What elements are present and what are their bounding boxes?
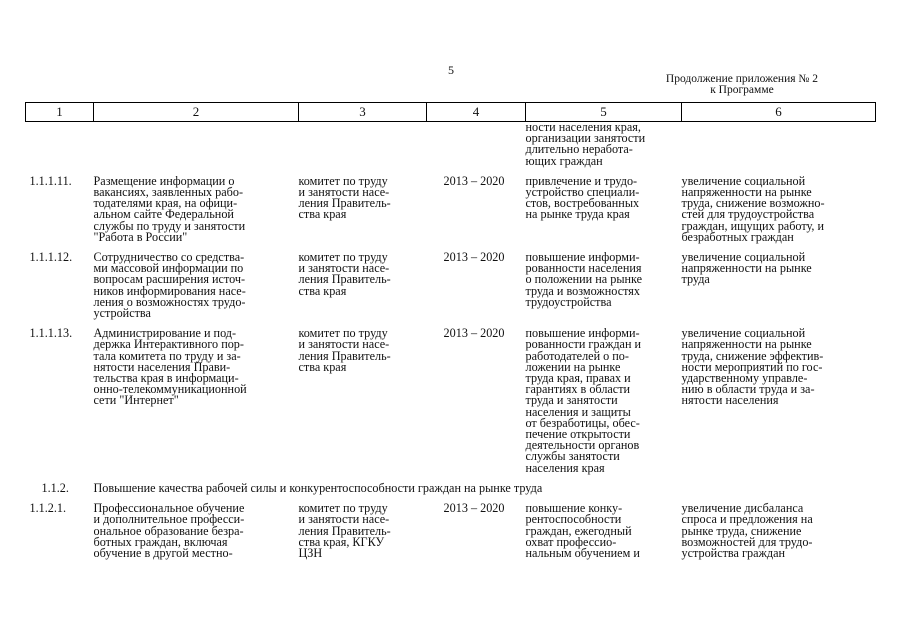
row-executor: комитет по труду и занятости насе- ления Правитель- ства края xyxy=(298,326,391,374)
table-row xyxy=(26,503,876,559)
row-period: 2013 – 2020 xyxy=(443,250,505,265)
row-period: 2013 – 2020 xyxy=(443,501,505,516)
row-result: повышение информи- рованности граждан и работодателей о по- ложении на рынке труда края, правах и гарантиях в области труда и занятости населения и защиты от безработицы, обес- печение открытости деятельности органов службы занятости населения края xyxy=(525,326,642,475)
page-number: 5 xyxy=(448,63,454,77)
row-result: привлечение и трудо- устройство специали- стов, востребованных на рынке труда края xyxy=(525,173,640,222)
row-number: 1.1.1.13. xyxy=(29,326,73,341)
row-event: Размещение информации о вакансиях, заявленных рабо- тодателями края, на офици- альном сайте Федеральной службы по труду и занятости "Работа в России" xyxy=(93,173,246,244)
row-period: 2013 – 2020 xyxy=(443,173,505,188)
program-table xyxy=(25,102,876,559)
row-number: 1.1.1.11. xyxy=(29,173,72,188)
row-impact: увеличение социальной напряженности на рынке труда, снижение эффектив- ности мероприятий по гос- ударственному управле- нию в области труда и за- нятости населения xyxy=(681,326,824,408)
table-row xyxy=(26,328,876,483)
section-title: Повышение качества рабочей силы и конкурентоспособности граждан на рынке труда xyxy=(93,480,543,495)
carryover-row xyxy=(26,122,876,176)
col-header-4: 4 xyxy=(427,103,526,122)
col-header-3: 3 xyxy=(299,103,427,122)
row-event: Профессиональное обучение и дополнительное професси- ональное образование безра- ботных граждан, включая обучение в другой местно- xyxy=(93,501,245,560)
appendix-continuation-note: Продолжение приложения № 2 к Программе xyxy=(665,73,818,96)
table-row xyxy=(26,176,876,252)
row-impact: увеличение социальной напряженности на рынке труда xyxy=(681,250,812,287)
row-number: 1.1.2.1. xyxy=(29,501,67,516)
row-event: Администрирование и под- держка Интерактивного пор- тала комитета по труду и за- нятости населения Прави- тельства края в информаци- онно-телекоммуникационной сети "Интернет" xyxy=(93,326,247,408)
col-header-1: 1 xyxy=(26,103,94,122)
row-result: повышение информи- рованности населения о положении на рынке труда и возможностях трудоустройства xyxy=(525,250,643,309)
row-impact: увеличение социальной напряженности на рынке труда, снижение возможно- стей для трудоустройства граждан, ищущих работу, и безработных граждан xyxy=(681,173,825,244)
row-executor: комитет по труду и занятости насе- ления Правитель- ства края, КГКУ ЦЗН xyxy=(298,501,391,560)
col-header-2: 2 xyxy=(94,103,299,122)
section-row xyxy=(26,483,876,503)
col-header-6: 6 xyxy=(682,103,876,122)
row-executor: комитет по труду и занятости насе- ления Правитель- ства края xyxy=(298,250,391,298)
carryover-result-text: ности населения края, организации занятости длительно неработа- ющих граждан xyxy=(525,120,646,168)
row-executor: комитет по труду и занятости насе- ления Правитель- ства края xyxy=(298,173,391,222)
row-event: Сотрудничество со средства- ми массовой информации по вопросам расширения источ- ников информирования насе- ления о возможностях трудо- устройства xyxy=(93,250,246,321)
row-result: повышение конку- рентоспособности граждан, ежегодный охват профессио- нальным обучением и xyxy=(525,501,640,560)
table-header-row xyxy=(26,103,876,122)
section-number: 1.1.2. xyxy=(41,480,69,495)
table-row xyxy=(26,252,876,328)
col-header-5: 5 xyxy=(526,103,682,122)
row-number: 1.1.1.12. xyxy=(29,250,73,265)
row-impact: увеличение дисбаланса спроса и предложения на рынке труда, снижение возможностей для трудо- устройства граждан xyxy=(681,501,813,560)
row-period: 2013 – 2020 xyxy=(443,326,505,341)
